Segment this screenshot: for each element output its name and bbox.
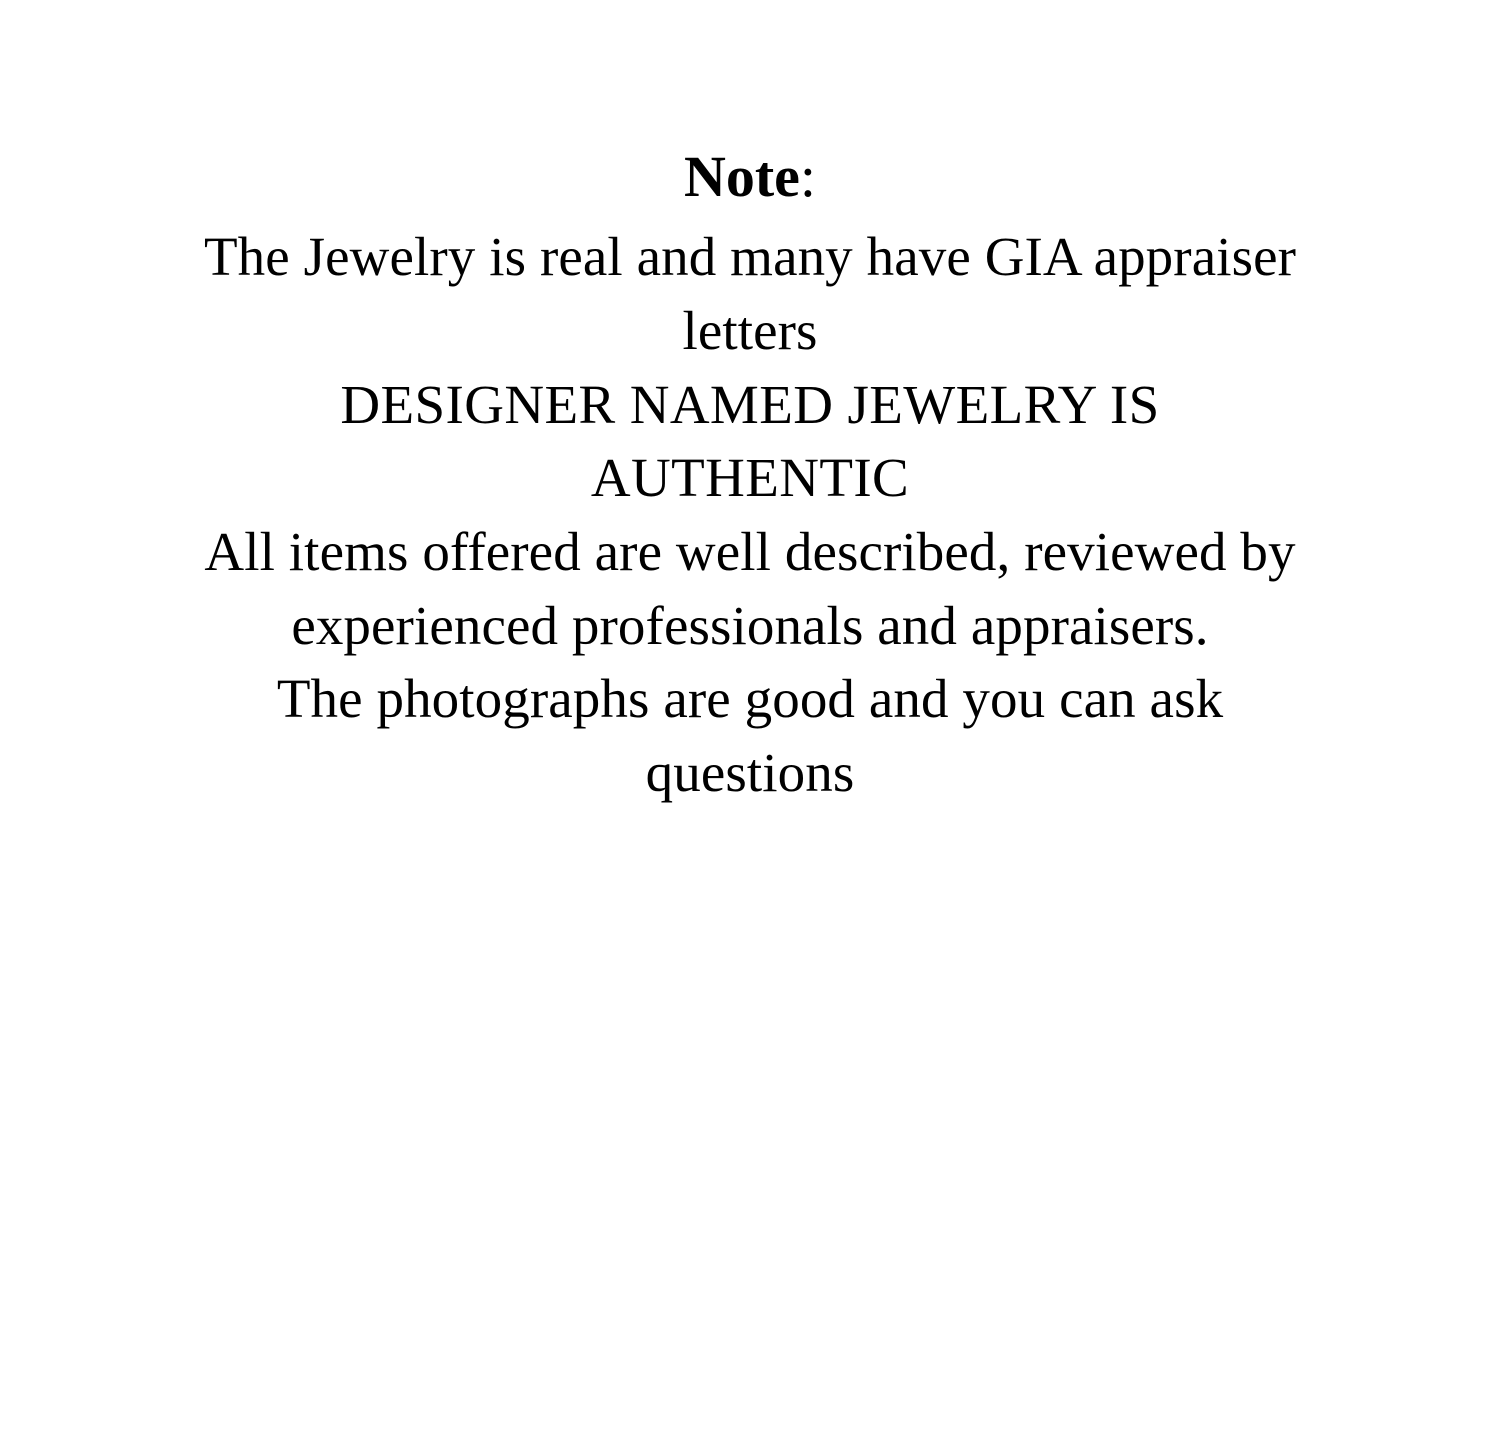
page-title [195, 140, 1305, 214]
note-paragraph-3: All items offered are well described, reviewed by experienced professionals and appraisers. [204, 520, 1296, 656]
note-heading-colon: : [799, 144, 817, 209]
note-heading-strong: Note [683, 144, 800, 209]
note-block [195, 140, 1305, 810]
note-paragraph-2: DESIGNER NAMED JEWELRY IS AUTHENTIC [340, 373, 1160, 509]
note-paragraph-1: The Jewelry is real and many have GIA appraiser letters [203, 226, 1297, 361]
note-paragraph-4: The photographs are good and you can ask questions [276, 668, 1224, 804]
